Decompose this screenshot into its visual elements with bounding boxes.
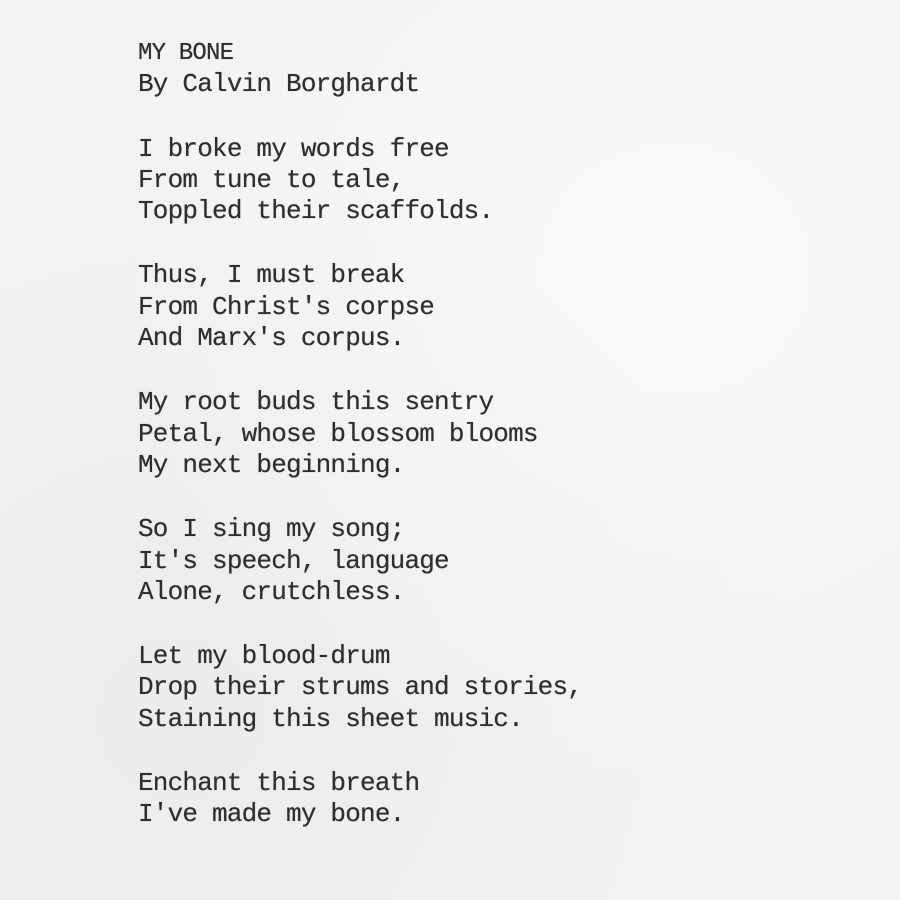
poem-line: Staining this sheet music. [138, 703, 523, 734]
stanza-5 [138, 641, 838, 735]
stanza-gap [138, 735, 838, 768]
poem-line: My root buds this sentry [138, 387, 494, 418]
stanza-gap [138, 227, 838, 260]
stanza-gap [138, 481, 838, 514]
poem-line: Drop their strums and stories, [138, 672, 583, 703]
stanza-3 [138, 387, 838, 481]
poem-line: Petal, whose blossom blooms [138, 418, 538, 449]
poem-line: I broke my words free [138, 133, 449, 164]
stanza-2 [138, 260, 838, 354]
poem-line: My next beginning. [138, 449, 405, 480]
poem-title: MY BONE [138, 40, 234, 67]
poem-line: Thus, I must break [138, 260, 405, 291]
stanza-1 [138, 134, 838, 228]
stanza-gap [138, 608, 838, 641]
poem-line: It's speech, language [138, 545, 449, 576]
stanza-gap [138, 101, 838, 134]
stanza-4 [138, 514, 838, 608]
stanza-6 [138, 768, 838, 831]
poem-line: Alone, crutchless. [138, 576, 405, 607]
poem-block [138, 38, 838, 831]
poem-line: From tune to tale, [138, 164, 405, 195]
stanza-gap [138, 354, 838, 387]
poem-line: Enchant this breath [138, 768, 420, 799]
poem-line: From Christ's corpse [138, 291, 435, 322]
poem-byline: By Calvin Borghardt [138, 69, 420, 100]
poem-line: So I sing my song; [138, 514, 405, 545]
poem-line: Toppled their scaffolds. [138, 196, 494, 227]
poem-line: Let my blood-drum [138, 641, 390, 672]
poem-line: I've made my bone. [138, 799, 405, 830]
poem-line: And Marx's corpus. [138, 323, 405, 354]
